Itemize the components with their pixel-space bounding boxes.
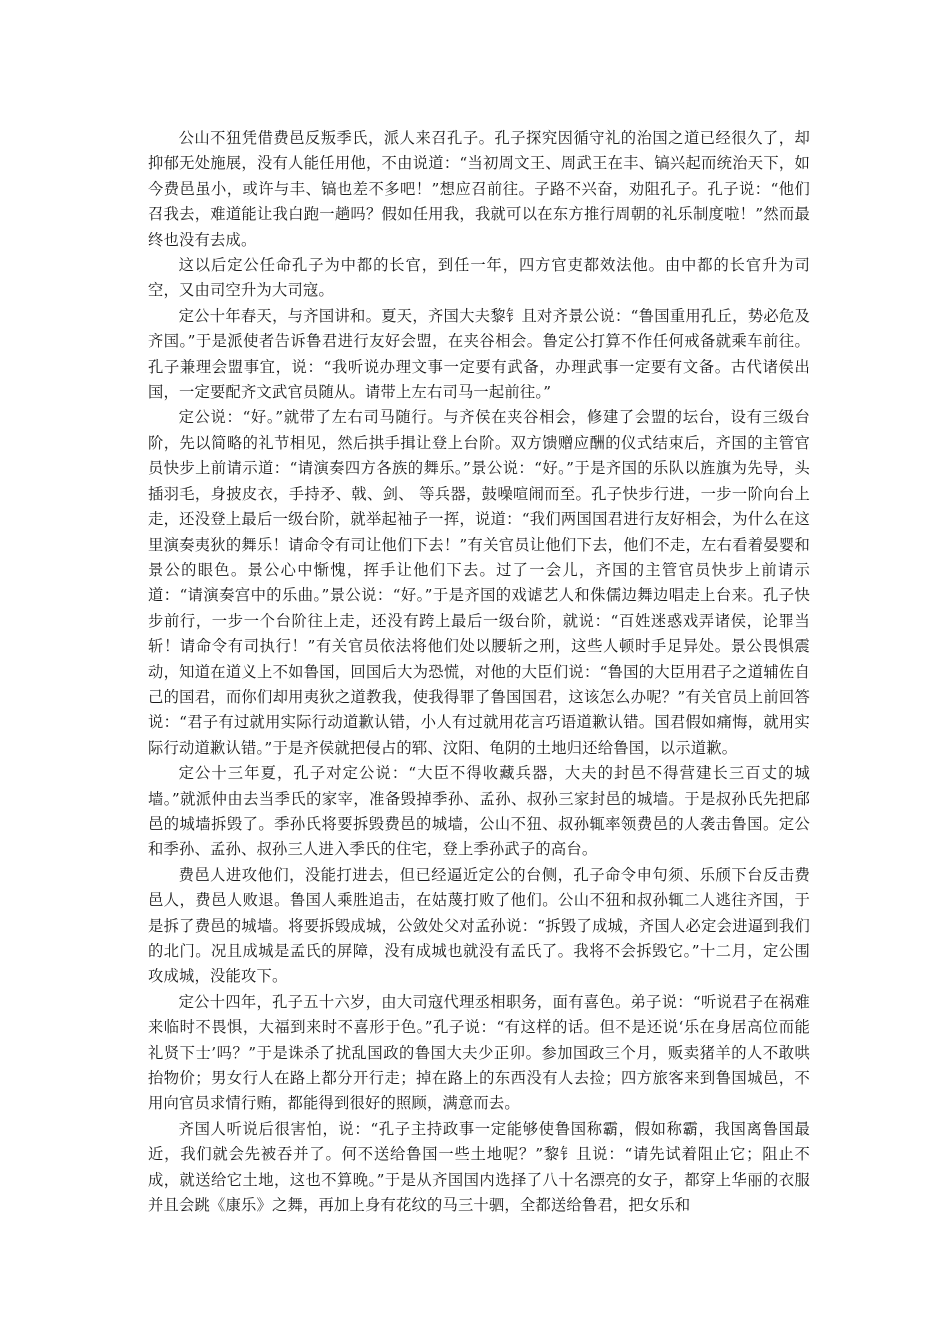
paragraph: 定公十三年夏，孔子对定公说：“大臣不得收藏兵器，大夫的封邑不得营建长三百丈的城墙。”就派仲由去当季氏的家宰，准备毁掉季孙、孟孙、叔孙三家封邑的城墙。于是叔孙氏先把郈邑的城墙拆毁了。季孙氏将要拆毁费邑的城墙，公山不狃、叔孙辄率领费邑的人袭击鲁国。定公和季孙、孟孙、叔孙三人进入季氏的住宅，登上季孙武子的高台。 <box>148 764 810 859</box>
paragraph: 齐国人听说后很害怕，说：“孔子主持政事一定能够使鲁国称霸，假如称霸，我国离鲁国最近，我们就会先被吞并了。何不送给鲁国一些土地呢？”黎钅且说：“请先试着阻止它；阻止不成，就送给它土地，这也不算晚。”于是从齐国国内选择了八十名漂亮的女子，都穿上华丽的衣服并且会跳《康乐》之舞，再加上身有花纹的马三十驷，全都送给鲁君，把女乐和 <box>148 1119 810 1215</box>
paragraph: 定公说：“好。”就带了左右司马随行。与齐侯在夹谷相会，修建了会盟的坛台，设有三级台阶，先以简略的礼节相见，然后拱手揖让登上台阶。双方馈赠应酬的仪式结束后，齐国的主管官员快步上前请示道：“请演奏四方各族的舞乐。”景公说：“好。”于是齐国的乐队以旌旗为先导，头插羽毛，身披皮衣，手持矛、戟、剑、 等兵器，鼓噪喧闹而至。孔子快步行进，一步一阶向台上走，还没登上最后一级台阶，就举起袖子一挥，说道：“我们两国国君进行友好相会，为什么在这里演奏夷狄的舞乐！请命令有司让他们下去！”有关官员让他们下去，他们不走，左右看着晏婴和景公的眼色。景公心中惭愧，挥手让他们下去。过了一会儿，齐国的主管官员快步上前请示道：“请演奏宫中的乐曲。”景公说：“好。”于是齐国的戏谑艺人和侏儒边舞边唱走上台来。孔子快步前行，一步一个台阶往上走，还没有跨上最后一级台阶，就说：“百姓迷惑戏弄诸侯，论罪当斩！请命令有司执行！”有关官员依法将他们处以腰斩之刑，这些人顿时手足异处。景公畏惧震动，知道在道义上不如鲁国，回国后大为恐慌，对他的大臣们说：“鲁国的大臣用君子之道辅佐自己的国君，而你们却用夷狄之道教我，使我得罪了鲁国国君，这该怎么办呢？”有关官员上前回答说：“君子有过就用实际行动道歉认错，小人有过就用花言巧语道歉认错。国君假如痛悔，就用实际行动道歉认错。”于是齐侯就把侵占的郓、汶阳、龟阴的土地归还给鲁国，以示道歉。 <box>148 408 810 757</box>
body-text <box>148 126 810 1218</box>
paragraph: 定公十年春天，与齐国讲和。夏天，齐国大夫黎钅且对齐景公说：“鲁国重用孔丘，势必危及齐国。”于是派使者告诉鲁君进行友好会盟，在夹谷相会。鲁定公打算不作任何戒备就乘车前往。孔子兼理会盟事宜，说：“我听说办理文事一定要有武备，办理武事一定要有文备。古代诸侯出国，一定要配齐文武官员随从。请带上左右司马一起前往。” <box>148 306 810 402</box>
paragraph: 定公十四年，孔子五十六岁，由大司寇代理丞相职务，面有喜色。弟子说：“听说君子在祸难来临时不畏惧，大福到来时不喜形于色。”孔子说：“有这样的话。但不是还说‘乐在身居高位而能礼贤下士’吗？”于是诛杀了扰乱国政的鲁国大夫少正卯。参加国政三个月，贩卖猪羊的人不敢哄抬物价；男女行人在路上都分开行走；掉在路上的东西没有人去捡；四方旅客来到鲁国城邑，不用向官员求情行贿，都能得到很好的照顾，满意而去。 <box>148 992 810 1113</box>
paragraph: 公山不狃凭借费邑反叛季氏，派人来召孔子。孔子探究因循守礼的治国之道已经很久了，却抑郁无处施展，没有人能任用他，不由说道：“当初周文王、周武王在丰、镐兴起而统治天下，如今费邑虽小，或许与丰、镐也差不多吧！”想应召前往。子路不兴奋，劝阻孔子。孔子说：“他们召我去，难道能让我白跑一趟吗？假如任用我，我就可以在东方推行周朝的礼乐制度啦！”然而最终也没有去成。 <box>148 129 810 249</box>
paragraph: 费邑人进攻他们，没能打进去，但已经逼近定公的台侧，孔子命令申句须、乐颀下台反击费邑人，费邑人败退。鲁国人乘胜追击，在姑蔑打败了他们。公山不狃和叔孙辄二人逃往齐国，于是拆了费邑的城墙。将要拆毁成城，公敛处父对孟孙说：“拆毁了成城，齐国人必定会进逼到我们的北门。况且成城是孟氏的屏障，没有成城也就没有孟氏了。我将不会拆毁它。”十二月，定公围攻成城，没能攻下。 <box>148 865 810 986</box>
paragraph: 这以后定公任命孔子为中都的长官，到任一年，四方官吏都效法他。由中都的长官升为司空，又由司空升为大司寇。 <box>148 256 810 300</box>
